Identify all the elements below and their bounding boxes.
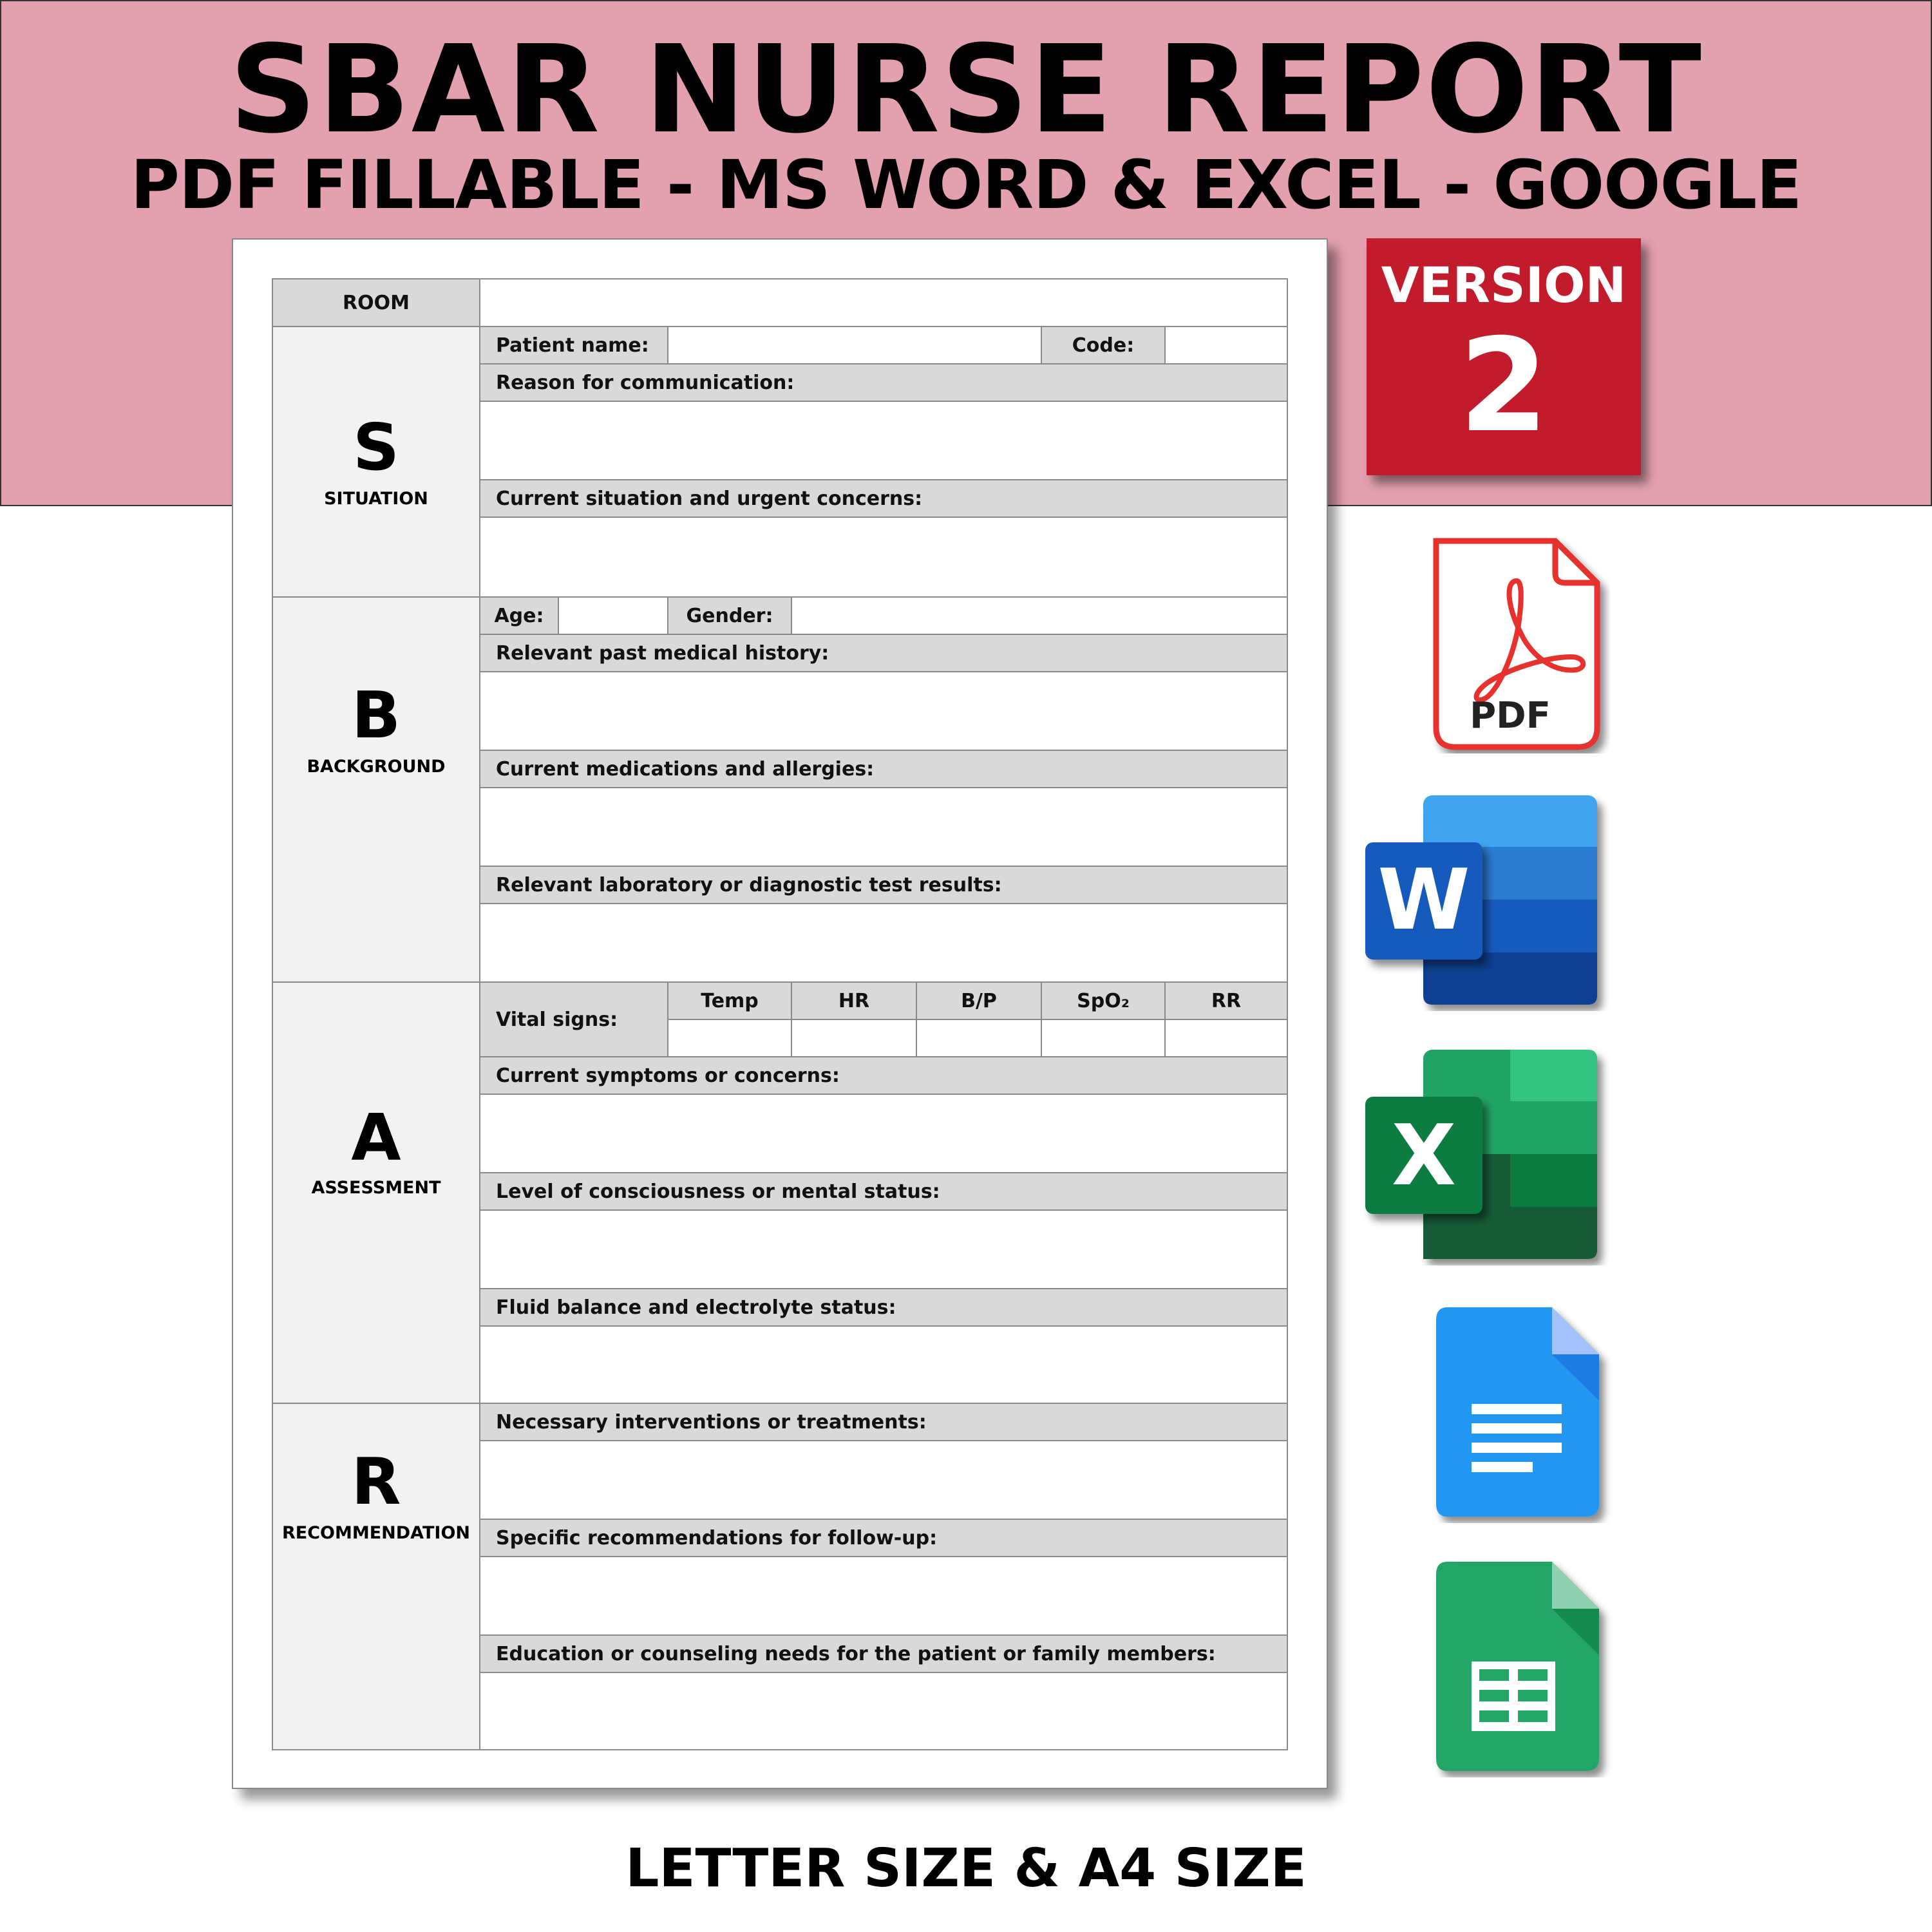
assessment-section bbox=[272, 981, 480, 1404]
patient-name-label: Patient name: bbox=[479, 326, 668, 365]
background-section bbox=[272, 596, 480, 983]
vital-hr-field[interactable] bbox=[791, 1019, 917, 1057]
vital-hr-label: HR bbox=[791, 981, 917, 1020]
gender-field[interactable] bbox=[791, 596, 1288, 635]
recommendation-word: RECOMMENDATION bbox=[281, 1523, 470, 1543]
code-field[interactable] bbox=[1164, 326, 1288, 365]
current-situation-label: Current situation and urgent concerns: bbox=[479, 479, 1288, 518]
followup-label: Specific recommendations for follow-up: bbox=[479, 1519, 1288, 1557]
pdf-icon bbox=[1423, 535, 1610, 753]
assessment-letter: A bbox=[351, 1100, 401, 1175]
vital-temp-field[interactable] bbox=[667, 1019, 792, 1057]
room-field[interactable] bbox=[479, 278, 668, 327]
reason-label: Reason for communication: bbox=[479, 363, 1288, 402]
consciousness-field[interactable] bbox=[479, 1209, 1288, 1289]
excel-icon bbox=[1359, 1046, 1616, 1265]
interventions-label: Necessary interventions or treatments: bbox=[479, 1403, 1288, 1441]
current-situation-field[interactable] bbox=[479, 516, 1288, 598]
fluid-balance-label: Fluid balance and electrolyte status: bbox=[479, 1288, 1288, 1327]
recommendation-letter: R bbox=[351, 1444, 401, 1519]
lab-results-field[interactable] bbox=[479, 903, 1288, 983]
age-label: Age: bbox=[479, 596, 559, 635]
word-icon bbox=[1359, 792, 1616, 1011]
medications-label: Current medications and allergies: bbox=[479, 750, 1288, 788]
vital-bp-label: B/P bbox=[916, 981, 1042, 1020]
gender-label: Gender: bbox=[667, 596, 792, 635]
version-label: VERSION bbox=[1381, 256, 1627, 314]
word-icon-letter: W bbox=[1378, 851, 1470, 949]
symptoms-label: Current symptoms or concerns: bbox=[479, 1056, 1288, 1095]
code-label: Code: bbox=[1041, 326, 1166, 365]
vital-bp-field[interactable] bbox=[916, 1019, 1042, 1057]
google-sheets-icon bbox=[1433, 1558, 1613, 1777]
age-field[interactable] bbox=[558, 596, 668, 635]
patient-name-field[interactable] bbox=[667, 326, 1042, 365]
situation-word: SITUATION bbox=[324, 489, 428, 509]
room-label: ROOM bbox=[272, 278, 480, 327]
size-footer: LETTER SIZE & A4 SIZE bbox=[625, 1838, 1307, 1899]
vital-spo2-label: SpO₂ bbox=[1041, 981, 1166, 1020]
vital-rr-label: RR bbox=[1164, 981, 1288, 1020]
excel-icon-letter: X bbox=[1391, 1106, 1457, 1204]
recommendation-section bbox=[272, 1403, 480, 1750]
consciousness-label: Level of consciousness or mental status: bbox=[479, 1172, 1288, 1211]
interventions-field[interactable] bbox=[479, 1440, 1288, 1520]
vital-rr-field[interactable] bbox=[1164, 1019, 1288, 1057]
education-label: Education or counseling needs for the patient or family members: bbox=[479, 1634, 1288, 1673]
reason-field[interactable] bbox=[479, 401, 1288, 480]
version-number: 2 bbox=[1459, 311, 1549, 461]
vital-temp-label: Temp bbox=[667, 981, 792, 1020]
medications-field[interactable] bbox=[479, 787, 1288, 867]
background-letter: B bbox=[351, 677, 401, 753]
vital-signs-label: Vital signs: bbox=[479, 981, 668, 1057]
version-badge bbox=[1367, 238, 1641, 475]
situation-letter: S bbox=[352, 410, 400, 485]
fluid-balance-field[interactable] bbox=[479, 1325, 1288, 1404]
lab-results-label: Relevant laboratory or diagnostic test results: bbox=[479, 866, 1288, 904]
google-docs-icon bbox=[1433, 1304, 1613, 1523]
assessment-word: ASSESSMENT bbox=[311, 1178, 441, 1198]
background-word: BACKGROUND bbox=[307, 757, 446, 777]
history-label: Relevant past medical history: bbox=[479, 634, 1288, 672]
followup-field[interactable] bbox=[479, 1556, 1288, 1636]
situation-section bbox=[272, 326, 480, 598]
symptoms-field[interactable] bbox=[479, 1094, 1288, 1173]
education-field[interactable] bbox=[479, 1672, 1288, 1750]
page-title: SBAR NURSE REPORT bbox=[229, 19, 1703, 160]
vital-spo2-field[interactable] bbox=[1041, 1019, 1166, 1057]
form-sheet bbox=[232, 238, 1328, 1789]
history-field[interactable] bbox=[479, 671, 1288, 751]
pdf-icon-label: PDF bbox=[1470, 695, 1551, 737]
page-subtitle: PDF FILLABLE - MS WORD & EXCEL - GOOGLE bbox=[130, 146, 1802, 224]
room-spacer bbox=[667, 278, 1288, 327]
